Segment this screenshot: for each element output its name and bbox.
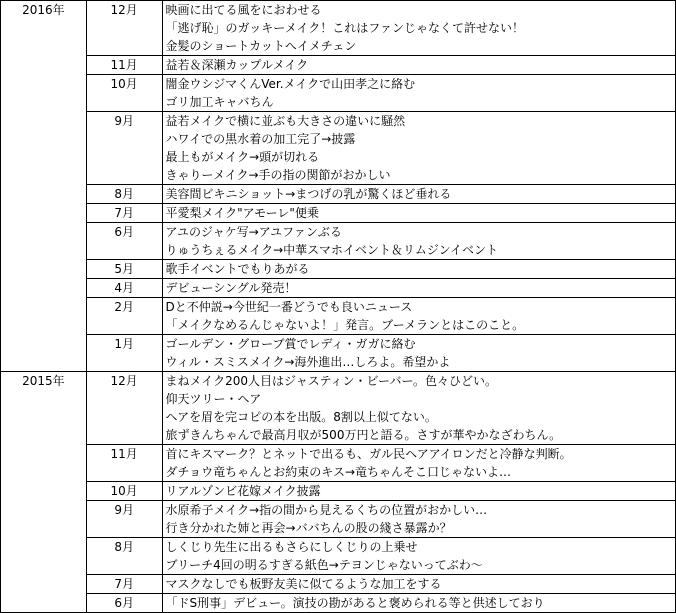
table-row bbox=[1, 166, 676, 185]
month-cell: 11月 bbox=[86, 56, 162, 75]
month-cell: 8月 bbox=[86, 185, 162, 204]
table-row bbox=[1, 148, 676, 166]
event-cell: まねメイク200人目はジャスティン・ビーバー。色々ひどい。 bbox=[162, 372, 675, 391]
year-cell bbox=[1, 56, 87, 75]
month-cell bbox=[86, 408, 162, 426]
table-row bbox=[1, 19, 676, 37]
event-cell: ブリーチ4回の明るすぎる紙色→テヨンじゃないってぶわ〜 bbox=[162, 556, 675, 575]
event-cell: デビューシングル発売！ bbox=[162, 279, 675, 298]
month-cell: 2月 bbox=[86, 298, 162, 317]
year-cell bbox=[1, 482, 87, 501]
event-cell: 行き分かれた姉と再会→ババちんの股の綫さ暴露か？ bbox=[162, 519, 675, 538]
table-row bbox=[1, 335, 676, 354]
event-cell: きゃりーメイク→手の指の関節がおかしい bbox=[162, 166, 675, 185]
year-cell bbox=[1, 556, 87, 575]
month-cell bbox=[86, 353, 162, 372]
table-row bbox=[1, 390, 676, 408]
month-cell bbox=[86, 93, 162, 112]
event-cell: 旅ずきんちゃんで最高月収が500万円と語る。さすが華やかなざわちん。 bbox=[162, 426, 675, 445]
year-cell bbox=[1, 335, 87, 354]
month-cell bbox=[86, 37, 162, 56]
month-cell bbox=[86, 148, 162, 166]
year-cell bbox=[1, 204, 87, 223]
event-cell: アユのジャケ写→アユファンぶる bbox=[162, 223, 675, 242]
event-cell: ヘアを眉を完コピの本を出版。8割以上似てない。 bbox=[162, 408, 675, 426]
table-row bbox=[1, 556, 676, 575]
year-cell bbox=[1, 501, 87, 520]
year-cell bbox=[1, 75, 87, 94]
month-cell: 11月 bbox=[86, 445, 162, 464]
month-cell bbox=[86, 463, 162, 482]
event-cell: ゴリ加工キャバちん bbox=[162, 93, 675, 112]
year-cell bbox=[1, 166, 87, 185]
event-cell: 金髪のショートカットへイメチェン bbox=[162, 37, 675, 56]
month-cell: 12月 bbox=[86, 1, 162, 20]
month-cell: 6月 bbox=[86, 223, 162, 242]
year-cell bbox=[1, 594, 87, 613]
table-row bbox=[1, 241, 676, 260]
year-cell bbox=[1, 112, 87, 131]
table-row bbox=[1, 1, 676, 20]
event-cell: 水原希子メイク→指の間から見えるくちの位置がおかしい… bbox=[162, 501, 675, 520]
table-row bbox=[1, 575, 676, 594]
table-row bbox=[1, 463, 676, 482]
year-cell bbox=[1, 426, 87, 445]
month-cell bbox=[86, 390, 162, 408]
month-cell bbox=[86, 241, 162, 260]
table-row bbox=[1, 260, 676, 279]
event-cell: マスクなしでも板野友美に似てるような加工をする bbox=[162, 575, 675, 594]
year-cell bbox=[1, 538, 87, 557]
event-cell: 首にキスマーク？とネットで出るも、ガル民ヘアアイロンだと冷静な判断。 bbox=[162, 445, 675, 464]
year-cell bbox=[1, 298, 87, 317]
event-cell: りゅうちぇるメイク→中華スマホイベント＆リムジンイベント bbox=[162, 241, 675, 260]
table-row bbox=[1, 538, 676, 557]
event-cell: 「メイクなめるんじゃないよ！」発言。ブーメランとはこのこと。 bbox=[162, 316, 675, 335]
event-cell: Dと不仲説→今世紀一番どうでも良いニュース bbox=[162, 298, 675, 317]
year-cell bbox=[1, 241, 87, 260]
month-cell: 10月 bbox=[86, 482, 162, 501]
event-cell: リアルゾンビ花嫁メイク披露 bbox=[162, 482, 675, 501]
event-cell: 映画に出てる風をにおわせる bbox=[162, 1, 675, 20]
table-row bbox=[1, 408, 676, 426]
table-row bbox=[1, 426, 676, 445]
table-row bbox=[1, 204, 676, 223]
month-cell: 5月 bbox=[86, 260, 162, 279]
event-cell: 仰天ツリー・ヘア bbox=[162, 390, 675, 408]
month-cell bbox=[86, 316, 162, 335]
month-cell bbox=[86, 519, 162, 538]
table-row bbox=[1, 56, 676, 75]
month-cell: 1月 bbox=[86, 335, 162, 354]
year-cell bbox=[1, 316, 87, 335]
table-row bbox=[1, 445, 676, 464]
table-row bbox=[1, 594, 676, 613]
year-cell bbox=[1, 575, 87, 594]
year-cell bbox=[1, 93, 87, 112]
table-row bbox=[1, 298, 676, 317]
month-cell: 6月 bbox=[86, 594, 162, 613]
event-cell: ウィル・スミスメイク→海外進出…しろよ。希望かよ bbox=[162, 353, 675, 372]
month-cell: 10月 bbox=[86, 75, 162, 94]
year-cell bbox=[1, 185, 87, 204]
month-cell: 4月 bbox=[86, 279, 162, 298]
table-row bbox=[1, 519, 676, 538]
year-cell: 2015年 bbox=[1, 372, 87, 391]
table-row bbox=[1, 112, 676, 131]
event-cell: しくじり先生に出るもさらにしくじりの上乗せ bbox=[162, 538, 675, 557]
year-cell bbox=[1, 260, 87, 279]
table-row bbox=[1, 185, 676, 204]
month-cell: 7月 bbox=[86, 204, 162, 223]
month-cell bbox=[86, 166, 162, 185]
year-cell bbox=[1, 390, 87, 408]
event-cell: ダチョウ竜ちゃんとお約束のキス→竜ちゃんそこ口じゃないよ… bbox=[162, 463, 675, 482]
event-cell: 平愛梨メイク"アモーレ"便乗 bbox=[162, 204, 675, 223]
table-row bbox=[1, 279, 676, 298]
table-row bbox=[1, 223, 676, 242]
year-cell bbox=[1, 148, 87, 166]
table-body bbox=[1, 1, 676, 613]
year-cell bbox=[1, 353, 87, 372]
table-row bbox=[1, 130, 676, 148]
year-cell: 2016年 bbox=[1, 1, 87, 20]
month-cell: 9月 bbox=[86, 501, 162, 520]
year-cell bbox=[1, 463, 87, 482]
table-row bbox=[1, 93, 676, 112]
event-cell: 最上もがメイク→頭が切れる bbox=[162, 148, 675, 166]
event-cell: 「逃げ恥」のガッキーメイク！これはファンじゃなくて許せない！ bbox=[162, 19, 675, 37]
year-cell bbox=[1, 130, 87, 148]
event-cell: 歌手イベントでもりあがる bbox=[162, 260, 675, 279]
year-cell bbox=[1, 19, 87, 37]
event-cell: 美容間ビキニショット→まつげの乳が驚くほど垂れる bbox=[162, 185, 675, 204]
table-row bbox=[1, 372, 676, 391]
month-cell: 7月 bbox=[86, 575, 162, 594]
month-cell bbox=[86, 19, 162, 37]
month-cell: 9月 bbox=[86, 112, 162, 131]
table-row bbox=[1, 482, 676, 501]
year-cell bbox=[1, 279, 87, 298]
year-cell bbox=[1, 519, 87, 538]
table-row bbox=[1, 316, 676, 335]
event-cell: 益若メイクで横に並ぶも大きさの違いに騒然 bbox=[162, 112, 675, 131]
year-cell bbox=[1, 408, 87, 426]
year-cell bbox=[1, 445, 87, 464]
event-cell: 「ドS刑事」デビュー。演技の勘があると褒められる等と供述しており bbox=[162, 594, 675, 613]
event-cell: ゴールデン・グローブ賞でレディ・ガガに絡む bbox=[162, 335, 675, 354]
year-cell bbox=[1, 37, 87, 56]
month-cell bbox=[86, 556, 162, 575]
event-cell: ハワイでの黒水着の加工完了→披露 bbox=[162, 130, 675, 148]
table-row bbox=[1, 501, 676, 520]
month-cell: 8月 bbox=[86, 538, 162, 557]
year-cell bbox=[1, 223, 87, 242]
month-cell bbox=[86, 130, 162, 148]
table-row bbox=[1, 353, 676, 372]
table-row bbox=[1, 75, 676, 94]
event-cell: 闇金ウシジマくんVer.メイクで山田孝之に絡む bbox=[162, 75, 675, 94]
table-row bbox=[1, 37, 676, 56]
month-cell: 12月 bbox=[86, 372, 162, 391]
month-cell bbox=[86, 426, 162, 445]
event-cell: 益若＆深瀬カップルメイク bbox=[162, 56, 675, 75]
